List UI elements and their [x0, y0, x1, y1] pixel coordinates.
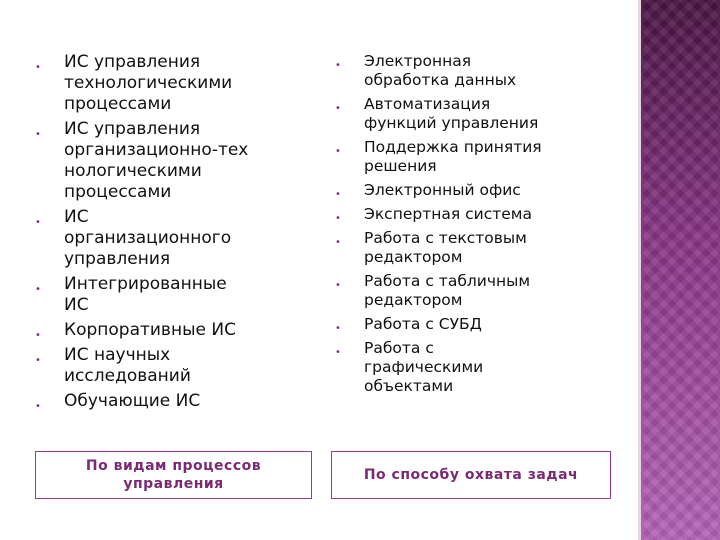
list-item: • Обучающие ИС	[35, 391, 305, 412]
bullet-icon: •	[35, 330, 41, 341]
left-bullet-list	[35, 52, 305, 416]
bullet-icon: •	[335, 280, 341, 291]
bullet-icon: •	[35, 401, 41, 412]
decorative-side-band	[641, 0, 720, 540]
bullet-icon: •	[35, 217, 41, 228]
bullet-icon: •	[335, 213, 341, 224]
list-item: • ИС организационного управления	[35, 207, 232, 269]
list-item: • Работа с графическими объектами	[335, 339, 484, 395]
bullet-icon: •	[335, 347, 341, 358]
list-item: • ИС управления технологическими процессами	[35, 52, 233, 114]
list-item: • Работа с текстовым редактором	[335, 229, 527, 266]
list-item: • ИС научных исследований	[35, 345, 191, 386]
list-item: • Корпоративные ИС	[35, 320, 305, 341]
caption-line: По способу охвата задач	[363, 467, 579, 483]
list-item: • Работа с табличным редактором	[335, 272, 531, 309]
caption-process-types	[35, 451, 312, 499]
bullet-icon: •	[35, 62, 41, 73]
bullet-icon: •	[335, 323, 341, 334]
caption-line: управления	[123, 476, 224, 492]
list-item: • Интегрированные ИС	[35, 274, 227, 315]
right-bullet-list	[335, 52, 625, 401]
list-item: • Экспертная система	[335, 205, 625, 224]
bullet-icon: •	[335, 60, 341, 71]
caption-line: По видам процессов	[85, 458, 262, 474]
bullet-icon: •	[335, 189, 341, 200]
list-item: • ИС управления организационно-тех нологическими процессами	[35, 119, 249, 202]
list-item: • Поддержка принятия решения	[335, 138, 542, 175]
bullet-icon: •	[35, 355, 41, 366]
bullet-icon: •	[335, 237, 341, 248]
bullet-icon: •	[35, 129, 41, 140]
bullet-icon: •	[35, 284, 41, 295]
list-item: • Работа с СУБД	[335, 315, 625, 334]
bullet-icon: •	[335, 146, 341, 157]
caption-task-coverage	[331, 451, 611, 499]
list-item: • Автоматизация функций управления	[335, 95, 539, 132]
list-item: • Электронный офис	[335, 181, 625, 200]
bullet-icon: •	[335, 103, 341, 114]
list-item: • Электронная обработка данных	[335, 52, 517, 89]
